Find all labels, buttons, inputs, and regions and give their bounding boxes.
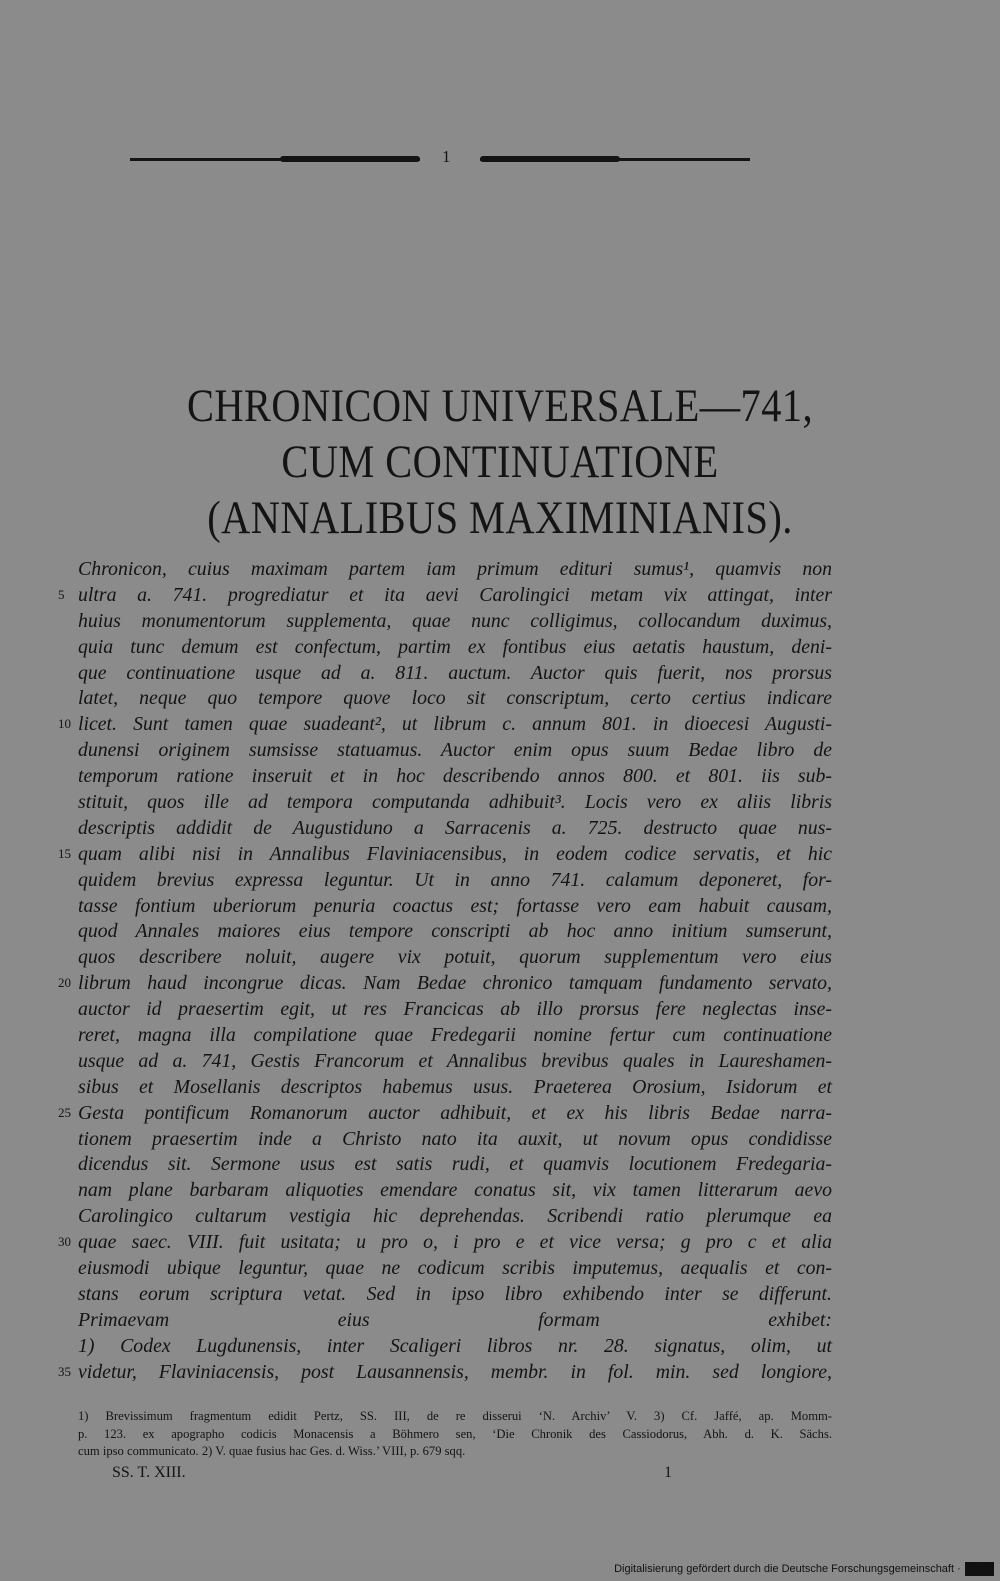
body-line: dunensi originem sumsisse statuamus. Auctor enim opus suum Bedae libro de: [78, 739, 832, 762]
document-title: [40, 378, 960, 546]
rule-left: [130, 158, 420, 161]
body-line: stans eorum scriptura vetat. Sed in ipso libro exhibendo inter se differunt.: [78, 1282, 832, 1305]
line-number: 25: [58, 1104, 71, 1120]
line-number: 20: [58, 975, 71, 991]
body-line: 15 quam alibi nisi in Annalibus Flaviniacensibus, in eodem codice servatis, et hic: [58, 842, 832, 865]
body-line: que continuatione usque ad a. 811. auctum. Auctor quis fuerit, nos prorsus: [78, 661, 832, 684]
body-line: 1) Codex Lugdunensis, inter Scaligeri libros nr. 28. signatus, olim, ut: [78, 1334, 832, 1357]
body-line: reret, magna illa compilatione quae Fredegarii nomine fertur cum continuatione: [78, 1024, 832, 1047]
body-line: 25 Gesta pontificum Romanorum auctor adhibuit, et ex his libris Bedae narra-: [58, 1101, 832, 1124]
line-number: 30: [58, 1234, 71, 1250]
body-line: huius monumentorum supplementa, quae nunc colligimus, collocandum duximus,: [78, 609, 832, 632]
title-line-1: CHRONICON UNIVERSALE—741,: [186, 380, 814, 432]
body-text: [58, 556, 832, 1385]
body-line: auctor id praesertim egit, ut res Francicas ab illo prorsus fere neglectas inse-: [78, 998, 832, 1021]
body-line: dicendus sit. Sermone usus est satis rudi, et quamvis locutionem Fredegaria-: [78, 1153, 832, 1176]
body-line: 20 librum haud incongrue dicas. Nam Bedae chronico tamquam fundamento servato,: [58, 972, 832, 995]
body-line: eiusmodi ubique leguntur, quae ne codicum scribis imputemus, aequalis et con-: [78, 1257, 832, 1280]
footnotes: [78, 1408, 832, 1461]
body-line: tasse fontium uberiorum penuria coactus est; fortasse vero eam habuit causam,: [78, 894, 832, 917]
line-number: 15: [58, 845, 71, 861]
line-number: 10: [58, 716, 71, 732]
body-line: quos describere noluit, augere vix potuit, quorum supplementum vero eius: [78, 946, 832, 969]
body-line: 10 licet. Sunt tamen quae suadeant², ut librum c. annum 801. in dioecesi Augusti-: [58, 713, 832, 736]
body-line: tionem praesertim inde a Christo nato ita auxit, ut novum opus condidisse: [78, 1127, 832, 1150]
line-number: 35: [58, 1363, 71, 1379]
footnote-line: cum ipso communicato. 2) V. quae fusius hac Ges. d. Wiss.’ VIII, p. 679 sqq.: [78, 1444, 466, 1458]
dfg-logo: DFG: [965, 1562, 994, 1576]
body-line: Carolingico cultarum vestigia hic deprehendas. Scribendi ratio plerumque ea: [78, 1205, 832, 1228]
sheet-number: 1: [442, 147, 451, 166]
body-line: usque ad a. 741, Gestis Francorum et Annalibus brevibus quales in Laureshamen-: [78, 1049, 832, 1072]
body-line: 35 videtur, Flaviniacensis, post Lausannensis, membr. in fol. min. sed longiore,: [58, 1360, 832, 1383]
footnote-line: p. 123. ex apographo codicis Monacensis a Böhmero sen, ‘Die Chronik des Cassiodorus, Abh. d. K. Sächs.: [78, 1426, 832, 1441]
footnote-line: 1) Brevissimum fragmentum edidit Pertz, SS. III, de re disserui ‘N. Archiv’ V. 3) Cf. Jaffé, ap. Momm-: [78, 1409, 832, 1423]
body-line: quod Annales maiores eius tempore conscripti ab hoc anno initium sumserunt,: [78, 920, 832, 943]
body-line: quia tunc demum est confectum, partim ex fontibus eius aetatis haustum, deni-: [78, 635, 832, 658]
body-line: 5 ultra a. 741. progrediatur et ita aevi Carolingici metam vix attingat, inter: [58, 583, 832, 606]
header-rule: [130, 147, 820, 170]
body-line: descriptis addidit de Augustiduno a Sarracenis a. 725. destructo quae nus-: [78, 816, 832, 839]
body-line: latet, neque quo tempore quove loco sit conscriptum, certo certius indicare: [78, 687, 832, 710]
line-number: 5: [58, 586, 65, 602]
body-line: Primaevam eius formam exhibet:: [78, 1308, 832, 1331]
digitization-bar: [614, 1560, 1000, 1578]
body-line: nam plane barbaram aliquoties emendare conatus sit, vix tamen litterarum aevo: [78, 1179, 832, 1202]
title-line-2: CUM CONTINUATIONE: [281, 436, 719, 488]
title-line-3: (ANNALIBUS MAXIMINIANIS).: [207, 492, 793, 544]
body-line: Chronicon, cuius maximam partem iam primum edituri sumus¹, quamvis non: [78, 558, 832, 580]
digitization-note: Digitalisierung gefördert durch die Deutsche Forschungsgemeinschaft ·: [614, 1563, 961, 1575]
body-line: 30 quae saec. VIII. fuit usitata; u pro o, i pro e et vice versa; g pro c et alia: [58, 1231, 832, 1254]
signature-mark: SS. T. XIII.: [112, 1464, 186, 1481]
body-line: sibus et Mosellanis descriptos habemus usus. Praeterea Orosium, Isidorum et: [78, 1075, 832, 1098]
body-line: quidem brevius expressa leguntur. Ut in anno 741. calamum deponeret, for-: [78, 868, 832, 891]
body-line: stituit, quos ille ad tempora computanda adhibuit³. Locis vero ex aliis libris: [78, 791, 832, 814]
page-number: 1: [664, 1464, 672, 1481]
rule-right: [480, 158, 750, 161]
body-line: temporum ratione inseruit et in hoc describendo annos 800. et 801. iis sub-: [78, 765, 832, 788]
